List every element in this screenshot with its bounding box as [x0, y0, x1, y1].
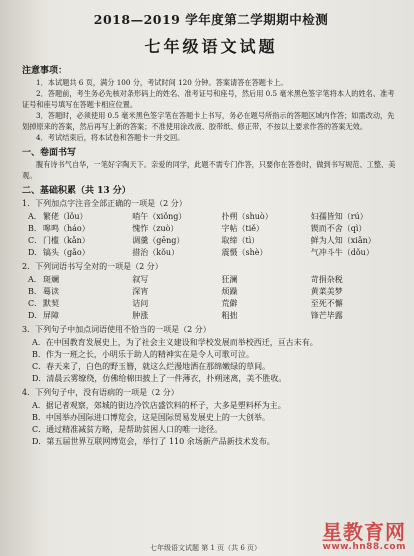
notice-heading: 注意事项：	[22, 66, 68, 76]
option-item: 哨午（xiǒng）	[132, 212, 187, 221]
option-item: 措治（kǒu）	[132, 248, 180, 257]
option-item: 默契	[43, 299, 59, 308]
option-item: 震慑（shè）	[221, 248, 268, 257]
option-line: D．清晨云雾缭绕，仿佛给棉田披上了一件薄衣，扑朔迷离，美不胜收。	[32, 374, 287, 383]
option-item: 粗拙	[221, 311, 238, 320]
option-item: 嗥鸣（háo）	[43, 224, 90, 233]
option-line: D．第五届世界互联网博览会，举行了 110 余场新产品新技术发布。	[32, 437, 275, 446]
option-letter: C．	[28, 299, 43, 308]
option-item: 黄菜美梦	[310, 287, 343, 296]
page-footer: 七年级语文试题 第 1 页（共 6 页）	[150, 544, 262, 552]
notice-item: 3．答题时，必须使用 0.5 毫米黑色签字笔在答题卡上书写，务必在题号所指示的答题区域内作答；如需改动，先划掉原来的答案，然后再写上新的答案；不准使用涂改液、胶带纸、修正带，不按以上要求作答的答案无效。	[22, 111, 395, 131]
watermark-logo: 星教育网	[322, 520, 406, 544]
option-item: 肿涨	[132, 311, 149, 320]
option-item: 愧怍（zuò）	[132, 224, 179, 233]
part2-section	[22, 183, 400, 448]
option-item: 调羹（gēng）	[132, 236, 185, 245]
option-letter: D．	[28, 248, 43, 257]
option-item: 锲而不舍（qì）	[310, 224, 367, 233]
option-item: 深宵	[132, 287, 149, 296]
option-item: 苛捐杂税	[310, 275, 343, 284]
option-item: 字帖（tiě）	[221, 224, 265, 233]
question-stem: 4．下列句子中，没有语病的一项是（2 分）	[22, 388, 179, 397]
part1-text: 腹有诗书气自华，一笔好字陶天下。亲爱的同学，此题不需专门作答，只要你在答卷时，做到书写规范、工整、美观。	[22, 160, 396, 180]
option-item: 气冲斗牛（dǒu）	[310, 248, 374, 257]
option-line: B．作为一班之长，小明乐于助人的精神实在是令人可歌可泣。	[32, 350, 254, 359]
part1-section	[22, 145, 400, 181]
option-line: A．在中国教育发展史上，为了社会主义建设和学校发展而举校西迁，亘古未有。	[32, 338, 318, 347]
watermark	[322, 522, 406, 552]
notice-item: 4．考试结束后，将本试卷和答题卡一并交回。	[36, 133, 185, 142]
option-letter: C．	[28, 236, 43, 245]
notice-item: 1．本试题共 6 页，满分 100 分，考试时间 120 分钟。答案请答在答题卡上。	[36, 78, 288, 87]
option-line: C．通过精准减贫方略，是帮助贫困人口的唯一途径。	[32, 425, 223, 434]
option-line: A．据记者观察，郊城的街边冷饮店盛饮料的杯子，大多是塑料杯为主。	[32, 401, 286, 410]
option-item: 门槛（kǎn）	[43, 236, 90, 245]
option-item: 妇孺皆知（rú）	[310, 212, 368, 221]
question-options	[22, 274, 400, 322]
option-item: 烦躁	[221, 287, 238, 296]
notice-item: 2．答题前，考生务必先核对条形码上的姓名、准考证号和座号，然后用 0.5 毫米黑色签字笔将本人的姓名、准考证号和座号填写在答题卡相应位置。	[22, 89, 395, 109]
question-stem: 3．下列句子中加点词语使用不恰当的一项是（2 分）	[22, 325, 211, 334]
option-item: 镐头（gǎo）	[43, 248, 90, 257]
option-item: 至死不懈	[310, 299, 343, 308]
option-item: 锋芒毕露	[310, 311, 343, 320]
paper-content	[22, 10, 400, 448]
option-item: 繁佬（lǒu）	[43, 212, 88, 221]
option-line: C．春天来了，白色的野玉簪，就这么烂漫地洒在那绵嫩绿的草间。	[32, 362, 271, 371]
option-letter: A．	[28, 212, 42, 221]
option-item: 狂澜	[221, 275, 238, 284]
option-line: B．中国举办国际进口博览会，这是国际贸易发展史上的一大创举。	[32, 413, 270, 422]
question-stem: 2．下列词语书写全对的一项是（2 分）	[22, 262, 163, 271]
watermark-url: www.hn88.com	[322, 542, 406, 552]
question-options	[22, 211, 400, 259]
option-letter: B．	[28, 224, 42, 233]
option-item: 取缔（tì）	[221, 236, 260, 245]
notice-section	[22, 63, 400, 143]
option-item: 诘问	[132, 299, 149, 308]
option-letter: D．	[28, 311, 43, 320]
question-stem: 1．下列加点字注音全部正确的一项是（2 分）	[22, 199, 187, 208]
option-item: 鲜为人知（xiǎn）	[310, 236, 376, 245]
exam-title: 2018—2019 学年度第二学期期中检测	[93, 12, 329, 27]
option-item: 荒僻	[221, 299, 238, 308]
option-letter: B．	[28, 287, 42, 296]
option-item: 叙写	[132, 275, 149, 284]
option-item: 蓦读	[43, 287, 59, 296]
option-item: 斑斓	[43, 275, 59, 284]
option-item: 扑朔（shuò）	[221, 212, 273, 221]
option-item: 屏障	[43, 311, 59, 320]
part1-heading: 一、卷面书写	[22, 148, 77, 158]
part2-heading: 二、基础积累（共 13 分）	[22, 186, 131, 196]
subject-title: 七年级语文试题	[144, 37, 278, 56]
option-letter: A．	[28, 275, 42, 284]
